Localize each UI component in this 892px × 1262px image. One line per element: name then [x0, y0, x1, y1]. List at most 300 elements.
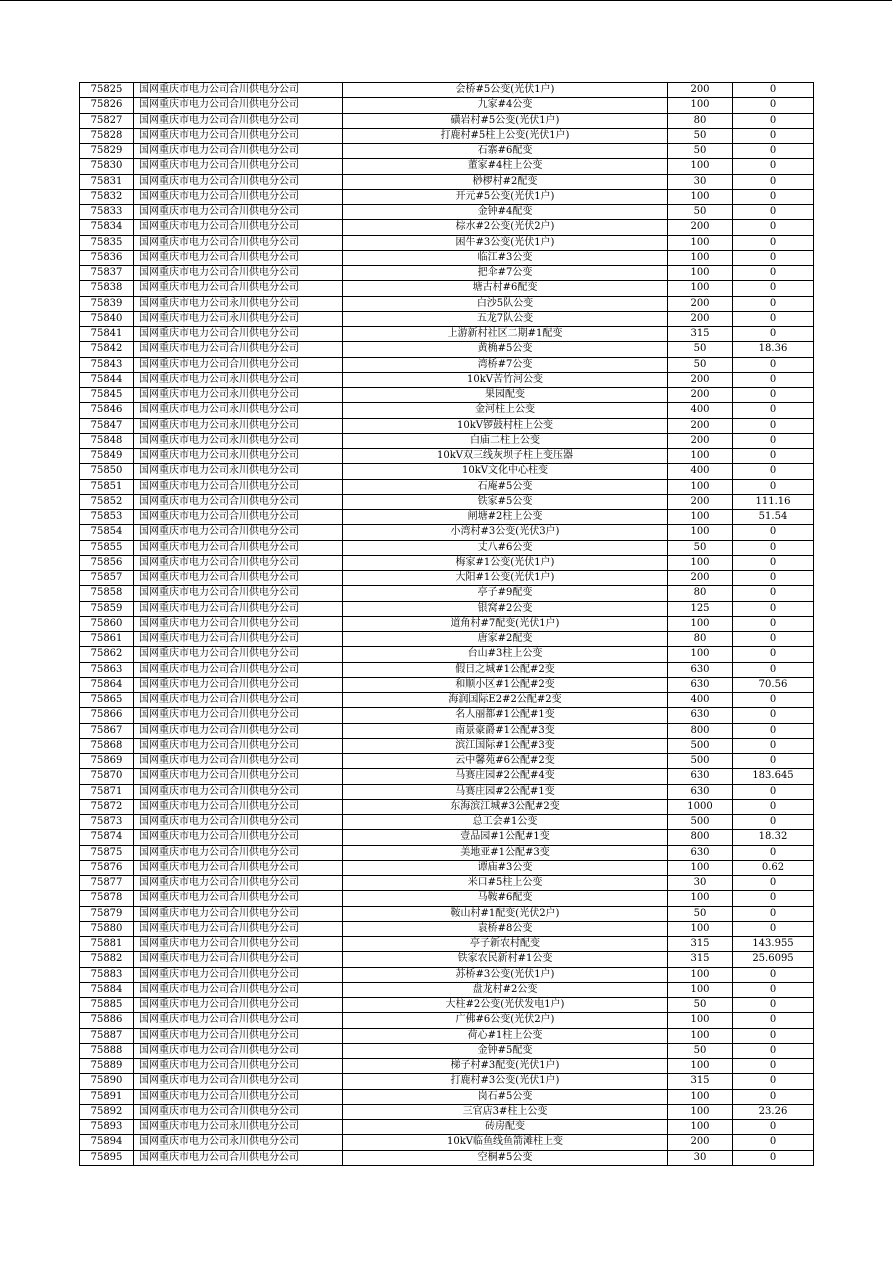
value-cell: 0: [733, 1043, 814, 1058]
transformer-name-cell: 台山#3柱上公变: [343, 647, 668, 662]
transformer-name-cell: 棕水#2公变(光伏2户): [343, 220, 668, 235]
company-cell: 国网重庆市电力公司合川供电分公司: [134, 784, 343, 799]
capacity-cell: 200: [668, 83, 733, 98]
transformer-name-cell: 岗石#5公变: [343, 1089, 668, 1104]
row-id-cell: 75884: [80, 982, 134, 997]
value-cell: 0: [733, 586, 814, 601]
company-cell: 国网重庆市电力公司合川供电分公司: [134, 1104, 343, 1119]
table-row: [80, 815, 814, 830]
value-cell: 0: [733, 1120, 814, 1135]
transformer-name-cell: 10kV苦竹河公变: [343, 372, 668, 387]
row-id-cell: 75840: [80, 311, 134, 326]
capacity-cell: 100: [668, 982, 733, 997]
value-cell: 23.26: [733, 1104, 814, 1119]
row-id-cell: 75844: [80, 372, 134, 387]
value-cell: 0: [733, 738, 814, 753]
value-cell: 0: [733, 250, 814, 265]
company-cell: 国网重庆市电力公司合川供电分公司: [134, 174, 343, 189]
table-row: [80, 189, 814, 204]
table-row: [80, 174, 814, 189]
company-cell: 国网重庆市电力公司永川供电分公司: [134, 388, 343, 403]
row-id-cell: 75851: [80, 479, 134, 494]
capacity-cell: 315: [668, 952, 733, 967]
table-row: [80, 967, 814, 982]
transformer-name-cell: 大阳#1公变(光伏1户): [343, 571, 668, 586]
company-cell: 国网重庆市电力公司合川供电分公司: [134, 1043, 343, 1058]
value-cell: 0: [733, 1059, 814, 1074]
value-cell: 0: [733, 418, 814, 433]
table-row: [80, 1089, 814, 1104]
row-id-cell: 75838: [80, 281, 134, 296]
capacity-cell: 50: [668, 540, 733, 555]
company-cell: 国网重庆市电力公司永川供电分公司: [134, 311, 343, 326]
capacity-cell: 100: [668, 159, 733, 174]
row-id-cell: 75871: [80, 784, 134, 799]
company-cell: 国网重庆市电力公司合川供电分公司: [134, 891, 343, 906]
table-row: [80, 860, 814, 875]
row-id-cell: 75855: [80, 540, 134, 555]
row-id-cell: 75829: [80, 144, 134, 159]
company-cell: 国网重庆市电力公司合川供电分公司: [134, 144, 343, 159]
table-row: [80, 1104, 814, 1119]
row-id-cell: 75878: [80, 891, 134, 906]
company-cell: 国网重庆市电力公司合川供电分公司: [134, 723, 343, 738]
value-cell: 0: [733, 266, 814, 281]
company-cell: 国网重庆市电力公司合川供电分公司: [134, 845, 343, 860]
transformer-name-cell: 湾桥#7公变: [343, 357, 668, 372]
capacity-cell: 630: [668, 677, 733, 692]
value-cell: 0: [733, 464, 814, 479]
row-id-cell: 75864: [80, 677, 134, 692]
capacity-cell: 200: [668, 1135, 733, 1150]
table-row: [80, 723, 814, 738]
company-cell: 国网重庆市电力公司合川供电分公司: [134, 860, 343, 875]
transformer-name-cell: 九家#4公变: [343, 98, 668, 113]
company-cell: 国网重庆市电力公司永川供电分公司: [134, 372, 343, 387]
row-id-cell: 75861: [80, 632, 134, 647]
row-id-cell: 75863: [80, 662, 134, 677]
transformer-name-cell: 东海滨江城#3公配#2变: [343, 799, 668, 814]
company-cell: 国网重庆市电力公司合川供电分公司: [134, 128, 343, 143]
row-id-cell: 75868: [80, 738, 134, 753]
value-cell: 0: [733, 281, 814, 296]
company-cell: 国网重庆市电力公司永川供电分公司: [134, 1135, 343, 1150]
company-cell: 国网重庆市电力公司合川供电分公司: [134, 1028, 343, 1043]
company-cell: 国网重庆市电力公司合川供电分公司: [134, 540, 343, 555]
table-row: [80, 662, 814, 677]
value-cell: 0: [733, 647, 814, 662]
row-id-cell: 75867: [80, 723, 134, 738]
row-id-cell: 75862: [80, 647, 134, 662]
transformer-name-cell: 盘龙村#2公变: [343, 982, 668, 997]
table-row: [80, 693, 814, 708]
row-id-cell: 75874: [80, 830, 134, 845]
company-cell: 国网重庆市电力公司合川供电分公司: [134, 982, 343, 997]
company-cell: 国网重庆市电力公司合川供电分公司: [134, 189, 343, 204]
capacity-cell: 30: [668, 174, 733, 189]
company-cell: 国网重庆市电力公司合川供电分公司: [134, 738, 343, 753]
transformer-name-cell: 10kV双三线灰坝子柱上变压器: [343, 449, 668, 464]
transformer-name-cell: 开元#5公变(光伏1户): [343, 189, 668, 204]
transformer-name-cell: 金河柱上公变: [343, 403, 668, 418]
transformer-name-cell: 打鹿村#3公变(光伏1户): [343, 1074, 668, 1089]
company-cell: 国网重庆市电力公司合川供电分公司: [134, 555, 343, 570]
transformer-name-cell: 磺岩村#5公变(光伏1户): [343, 113, 668, 128]
capacity-cell: 100: [668, 281, 733, 296]
table-row: [80, 998, 814, 1013]
company-cell: 国网重庆市电力公司合川供电分公司: [134, 708, 343, 723]
company-cell: 国网重庆市电力公司合川供电分公司: [134, 921, 343, 936]
transformer-name-cell: 道角村#7配变(光伏1户): [343, 616, 668, 631]
value-cell: 18.36: [733, 342, 814, 357]
table-row: [80, 738, 814, 753]
capacity-cell: 630: [668, 662, 733, 677]
table-row: [80, 494, 814, 509]
capacity-cell: 400: [668, 403, 733, 418]
transformer-name-cell: 把伞#7公变: [343, 266, 668, 281]
value-cell: 0: [733, 1028, 814, 1043]
capacity-cell: 100: [668, 510, 733, 525]
capacity-cell: 630: [668, 708, 733, 723]
capacity-cell: 100: [668, 967, 733, 982]
table-row: [80, 220, 814, 235]
capacity-cell: 50: [668, 357, 733, 372]
table-row: [80, 449, 814, 464]
transformer-name-cell: 总工会#1公变: [343, 815, 668, 830]
capacity-cell: 100: [668, 98, 733, 113]
transformer-name-cell: 金钟#4配变: [343, 205, 668, 220]
row-id-cell: 75832: [80, 189, 134, 204]
capacity-cell: 100: [668, 860, 733, 875]
row-id-cell: 75877: [80, 876, 134, 891]
company-cell: 国网重庆市电力公司合川供电分公司: [134, 632, 343, 647]
value-cell: 0: [733, 784, 814, 799]
capacity-cell: 100: [668, 647, 733, 662]
table-row: [80, 357, 814, 372]
table-row: [80, 601, 814, 616]
table-row: [80, 876, 814, 891]
transformer-name-cell: 美地亚#1公配#3变: [343, 845, 668, 860]
capacity-cell: 100: [668, 449, 733, 464]
row-id-cell: 75826: [80, 98, 134, 113]
table-row: [80, 250, 814, 265]
transformer-name-cell: 白庙二柱上公变: [343, 433, 668, 448]
value-cell: 143.955: [733, 937, 814, 952]
capacity-cell: 100: [668, 479, 733, 494]
value-cell: 0: [733, 220, 814, 235]
table-row: [80, 632, 814, 647]
value-cell: 70.56: [733, 677, 814, 692]
row-id-cell: 75839: [80, 296, 134, 311]
company-cell: 国网重庆市电力公司合川供电分公司: [134, 830, 343, 845]
value-cell: 0: [733, 1013, 814, 1028]
company-cell: 国网重庆市电力公司合川供电分公司: [134, 876, 343, 891]
row-id-cell: 75836: [80, 250, 134, 265]
capacity-cell: 100: [668, 235, 733, 250]
capacity-cell: 500: [668, 754, 733, 769]
row-id-cell: 75873: [80, 815, 134, 830]
value-cell: 0: [733, 296, 814, 311]
value-cell: 0: [733, 815, 814, 830]
transformer-name-cell: 马赛庄园#2公配#1变: [343, 784, 668, 799]
capacity-cell: 200: [668, 296, 733, 311]
company-cell: 国网重庆市电力公司合川供电分公司: [134, 220, 343, 235]
row-id-cell: 75875: [80, 845, 134, 860]
value-cell: 0: [733, 921, 814, 936]
company-cell: 国网重庆市电力公司合川供电分公司: [134, 525, 343, 540]
company-cell: 国网重庆市电力公司合川供电分公司: [134, 266, 343, 281]
transformer-name-cell: 石寨#6配变: [343, 144, 668, 159]
table-row: [80, 708, 814, 723]
table-row: [80, 510, 814, 525]
row-id-cell: 75886: [80, 1013, 134, 1028]
table-row: [80, 205, 814, 220]
company-cell: 国网重庆市电力公司合川供电分公司: [134, 677, 343, 692]
table-row: [80, 555, 814, 570]
capacity-cell: 200: [668, 433, 733, 448]
row-id-cell: 75850: [80, 464, 134, 479]
value-cell: 0: [733, 235, 814, 250]
transformer-name-cell: 亭子#9配变: [343, 586, 668, 601]
row-id-cell: 75895: [80, 1150, 134, 1165]
table-row: [80, 754, 814, 769]
capacity-cell: 200: [668, 418, 733, 433]
row-id-cell: 75842: [80, 342, 134, 357]
transformer-name-cell: 会桥#5公变(光伏1户): [343, 83, 668, 98]
row-id-cell: 75856: [80, 555, 134, 570]
capacity-cell: 50: [668, 998, 733, 1013]
transformer-name-cell: 闸塘#2柱上公变: [343, 510, 668, 525]
table-row: [80, 433, 814, 448]
company-cell: 国网重庆市电力公司合川供电分公司: [134, 357, 343, 372]
company-cell: 国网重庆市电力公司合川供电分公司: [134, 1059, 343, 1074]
table-row: [80, 235, 814, 250]
capacity-cell: 100: [668, 1089, 733, 1104]
value-cell: 0: [733, 449, 814, 464]
table-row: [80, 677, 814, 692]
company-cell: 国网重庆市电力公司合川供电分公司: [134, 586, 343, 601]
company-cell: 国网重庆市电力公司合川供电分公司: [134, 1013, 343, 1028]
table-row: [80, 144, 814, 159]
company-cell: 国网重庆市电力公司合川供电分公司: [134, 647, 343, 662]
value-cell: 0: [733, 189, 814, 204]
capacity-cell: 630: [668, 769, 733, 784]
company-cell: 国网重庆市电力公司合川供电分公司: [134, 1089, 343, 1104]
company-cell: 国网重庆市电力公司合川供电分公司: [134, 616, 343, 631]
transformer-name-cell: 马赛庄园#2公配#4变: [343, 769, 668, 784]
company-cell: 国网重庆市电力公司合川供电分公司: [134, 906, 343, 921]
value-cell: 0: [733, 891, 814, 906]
company-cell: 国网重庆市电力公司合川供电分公司: [134, 83, 343, 98]
transformer-name-cell: 困牛#3公变(光伏1户): [343, 235, 668, 250]
company-cell: 国网重庆市电力公司永川供电分公司: [134, 449, 343, 464]
row-id-cell: 75860: [80, 616, 134, 631]
row-id-cell: 75831: [80, 174, 134, 189]
transformer-name-cell: 黄桷#5公变: [343, 342, 668, 357]
capacity-cell: 50: [668, 342, 733, 357]
capacity-cell: 315: [668, 327, 733, 342]
capacity-cell: 30: [668, 1150, 733, 1165]
value-cell: 25.6095: [733, 952, 814, 967]
transformer-name-cell: 苏桥#3公变(光伏1户): [343, 967, 668, 982]
capacity-cell: 100: [668, 891, 733, 906]
transformer-name-cell: 三官店3#柱上公变: [343, 1104, 668, 1119]
company-cell: 国网重庆市电力公司合川供电分公司: [134, 98, 343, 113]
capacity-cell: 100: [668, 1059, 733, 1074]
table-row: [80, 1150, 814, 1165]
table-row: [80, 769, 814, 784]
transformer-name-cell: 临江#3公变: [343, 250, 668, 265]
capacity-cell: 200: [668, 494, 733, 509]
transformer-name-cell: 南景豪爵#1公配#3变: [343, 723, 668, 738]
table-row: [80, 784, 814, 799]
value-cell: 0: [733, 83, 814, 98]
table-row: [80, 540, 814, 555]
data-table: [79, 82, 814, 1166]
table-row: [80, 113, 814, 128]
value-cell: 0: [733, 799, 814, 814]
transformer-name-cell: 海润国际E2#2公配#2变: [343, 693, 668, 708]
table-row: [80, 1028, 814, 1043]
company-cell: 国网重庆市电力公司合川供电分公司: [134, 952, 343, 967]
company-cell: 国网重庆市电力公司合川供电分公司: [134, 799, 343, 814]
company-cell: 国网重庆市电力公司永川供电分公司: [134, 296, 343, 311]
row-id-cell: 75889: [80, 1059, 134, 1074]
capacity-cell: 100: [668, 1028, 733, 1043]
row-id-cell: 75854: [80, 525, 134, 540]
capacity-cell: 100: [668, 555, 733, 570]
capacity-cell: 80: [668, 632, 733, 647]
row-id-cell: 75849: [80, 449, 134, 464]
transformer-name-cell: 10kV锣鼓村柱上公变: [343, 418, 668, 433]
capacity-cell: 200: [668, 388, 733, 403]
capacity-cell: 100: [668, 1104, 733, 1119]
table-row: [80, 952, 814, 967]
company-cell: 国网重庆市电力公司合川供电分公司: [134, 479, 343, 494]
capacity-cell: 500: [668, 738, 733, 753]
company-cell: 国网重庆市电力公司合川供电分公司: [134, 693, 343, 708]
transformer-name-cell: 白沙5队公变: [343, 296, 668, 311]
table-row: [80, 1013, 814, 1028]
table-row: [80, 830, 814, 845]
row-id-cell: 75853: [80, 510, 134, 525]
capacity-cell: 100: [668, 1120, 733, 1135]
row-id-cell: 75881: [80, 937, 134, 952]
row-id-cell: 75891: [80, 1089, 134, 1104]
row-id-cell: 75894: [80, 1135, 134, 1150]
transformer-name-cell: 云中馨苑#6公配#2变: [343, 754, 668, 769]
capacity-cell: 100: [668, 525, 733, 540]
company-cell: 国网重庆市电力公司合川供电分公司: [134, 510, 343, 525]
value-cell: 0: [733, 1135, 814, 1150]
transformer-name-cell: 砖房配变: [343, 1120, 668, 1135]
value-cell: 183.645: [733, 769, 814, 784]
capacity-cell: 630: [668, 845, 733, 860]
table-row: [80, 982, 814, 997]
row-id-cell: 75887: [80, 1028, 134, 1043]
value-cell: 0: [733, 906, 814, 921]
value-cell: 0: [733, 555, 814, 570]
company-cell: 国网重庆市电力公司合川供电分公司: [134, 769, 343, 784]
capacity-cell: 315: [668, 1074, 733, 1089]
table-row: [80, 311, 814, 326]
table-row: [80, 525, 814, 540]
capacity-cell: 1000: [668, 799, 733, 814]
table-row: [80, 799, 814, 814]
transformer-name-cell: 名人丽都#1公配#1变: [343, 708, 668, 723]
row-id-cell: 75882: [80, 952, 134, 967]
value-cell: 0: [733, 540, 814, 555]
company-cell: 国网重庆市电力公司永川供电分公司: [134, 1120, 343, 1135]
row-id-cell: 75833: [80, 205, 134, 220]
table-row: [80, 586, 814, 601]
company-cell: 国网重庆市电力公司合川供电分公司: [134, 281, 343, 296]
capacity-cell: 400: [668, 693, 733, 708]
value-cell: 0: [733, 327, 814, 342]
company-cell: 国网重庆市电力公司永川供电分公司: [134, 418, 343, 433]
capacity-cell: 50: [668, 144, 733, 159]
transformer-name-cell: 铁家#5公变: [343, 494, 668, 509]
company-cell: 国网重庆市电力公司合川供电分公司: [134, 571, 343, 586]
transformer-name-cell: 铁家农民新村#1公变: [343, 952, 668, 967]
row-id-cell: 75835: [80, 235, 134, 250]
transformer-name-cell: 五龙7队公变: [343, 311, 668, 326]
row-id-cell: 75858: [80, 586, 134, 601]
row-id-cell: 75890: [80, 1074, 134, 1089]
row-id-cell: 75869: [80, 754, 134, 769]
capacity-cell: 100: [668, 921, 733, 936]
value-cell: 0: [733, 967, 814, 982]
transformer-name-cell: 银窝#2公变: [343, 601, 668, 616]
value-cell: 0: [733, 1074, 814, 1089]
transformer-name-cell: 10kV临鱼线鱼箭滩柱上变: [343, 1135, 668, 1150]
row-id-cell: 75888: [80, 1043, 134, 1058]
value-cell: 0: [733, 128, 814, 143]
capacity-cell: 200: [668, 372, 733, 387]
table-row: [80, 906, 814, 921]
transformer-name-cell: 金钟#5配变: [343, 1043, 668, 1058]
value-cell: 0: [733, 174, 814, 189]
row-id-cell: 75857: [80, 571, 134, 586]
value-cell: 0: [733, 1150, 814, 1165]
capacity-cell: 100: [668, 1013, 733, 1028]
company-cell: 国网重庆市电力公司合川供电分公司: [134, 1074, 343, 1089]
value-cell: 0: [733, 723, 814, 738]
company-cell: 国网重庆市电力公司合川供电分公司: [134, 967, 343, 982]
table-row: [80, 891, 814, 906]
value-cell: 0: [733, 403, 814, 418]
table-row: [80, 159, 814, 174]
company-cell: 国网重庆市电力公司合川供电分公司: [134, 205, 343, 220]
capacity-cell: 100: [668, 250, 733, 265]
transformer-name-cell: 果园配变: [343, 388, 668, 403]
value-cell: 0: [733, 433, 814, 448]
company-cell: 国网重庆市电力公司合川供电分公司: [134, 327, 343, 342]
capacity-cell: 50: [668, 205, 733, 220]
row-id-cell: 75866: [80, 708, 134, 723]
transformer-name-cell: 壹品园#1公配#1变: [343, 830, 668, 845]
value-cell: 0: [733, 159, 814, 174]
row-id-cell: 75852: [80, 494, 134, 509]
transformer-name-cell: 梯子村#3配变(光伏1户): [343, 1059, 668, 1074]
value-cell: 0: [733, 525, 814, 540]
table-row: [80, 1074, 814, 1089]
row-id-cell: 75883: [80, 967, 134, 982]
value-cell: 0: [733, 708, 814, 723]
row-id-cell: 75879: [80, 906, 134, 921]
value-cell: 0: [733, 144, 814, 159]
table-row: [80, 1120, 814, 1135]
